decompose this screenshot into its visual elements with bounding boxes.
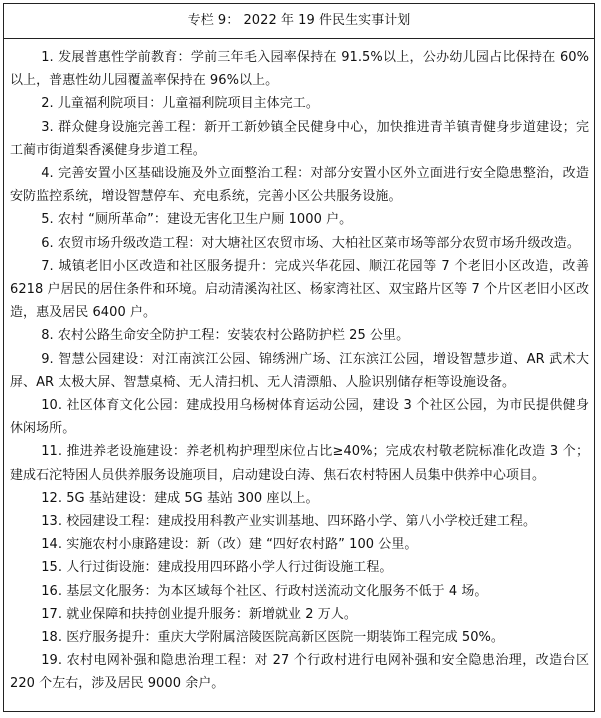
list-item: 16. 基层文化服务：为本区域每个社区、行政村送流动文化服务不低于 4 场。 [41,583,488,599]
list-item: 18. 医疗服务提升：重庆大学附属涪陵医院高新区医院一期装饰工程完成 50%。 [41,630,504,646]
list-item: 15. 人行过街设施：建成投用四环路小学人行过街设施工程。 [41,560,393,576]
list-item: 13. 校园建设工程：建成投用科教产业实训基地、四环路小学、第八小学校迁建工程。 [41,514,536,530]
list-item: 2. 儿童福利院项目：儿童福利院项目主体完工。 [41,96,319,112]
list-item: 4. 完善安置小区基础设施及外立面整治工程：对部分安置小区外立面进行安全隐患整治，改造安防监控系统，增设智慧停车、充电系统，完善小区公共服务设施。 [10,166,589,205]
plan-box [3,3,595,712]
list-item: 1. 发展普惠性学前教育：学前三年毛入园率保持在 91.5%以上，公办幼儿园占比保持在 60%以上，普惠性幼儿园覆盖率保持在 96%以上。 [10,50,589,89]
list-item: 12. 5G 基站建设：建成 5G 基站 300 座以上。 [41,490,319,506]
box-title: 专栏 9： 2022 年 19 件民生实事计划 [4,4,594,39]
item-list [4,39,594,696]
list-item: 14. 实施农村小康路建设：新（改）建 “四好农村路” 100 公里。 [41,537,418,553]
list-item: 7. 城镇老旧小区改造和社区服务提升：完成兴华花园、顺江花园等 7 个老旧小区改造，改善 6218 户居民的居住条件和环境。启动清溪沟社区、杨家湾社区、双宝路片区等 7 个片区老旧小区改造，惠及居民 6400 户。 [10,258,589,321]
list-item: 17. 就业保障和扶持创业提升服务：新增就业 2 万人。 [41,606,357,622]
list-item: 8. 农村公路生命安全防护工程：安装农村公路防护栏 25 公里。 [41,328,410,344]
list-item: 3. 群众健身设施完善工程：新开工新妙镇全民健身中心，加快推进青羊镇青健身步道建设；完工蔺市街道梨香溪健身步道工程。 [10,119,589,158]
list-item: 19. 农村电网补强和隐患治理工程：对 27 个行政村进行电网补强和安全隐患治理，改造台区 220 个左右，涉及居民 9000 余户。 [10,653,589,692]
list-item: 10. 社区体育文化公园：建成投用乌杨树体育运动公园，建设 3 个社区公园，为市民提供健身休闲场所。 [10,398,589,437]
list-item: 5. 农村 “厕所革命”：建设无害化卫生户厕 1000 户。 [41,212,353,228]
list-item: 9. 智慧公园建设：对江南滨江公园、锦绣洲广场、江东滨江公园，增设智慧步道、AR 武术大屏、AR 太极大屏、智慧桌椅、无人清扫机、无人清漂船、人脸识别储存柜等设施设备。 [10,351,589,390]
list-item: 6. 农贸市场升级改造工程：对大塘社区农贸市场、大柏社区菜市场等部分农贸市场升级改造。 [41,235,580,251]
list-item: 11. 推进养老设施建设：养老机构护理型床位占比≥40%；完成农村敬老院标准化改造 3 个；建成石沱特困人员供养服务设施项目，启动建设白涛、焦石农村特困人员集中供养中心项目。 [10,444,589,483]
